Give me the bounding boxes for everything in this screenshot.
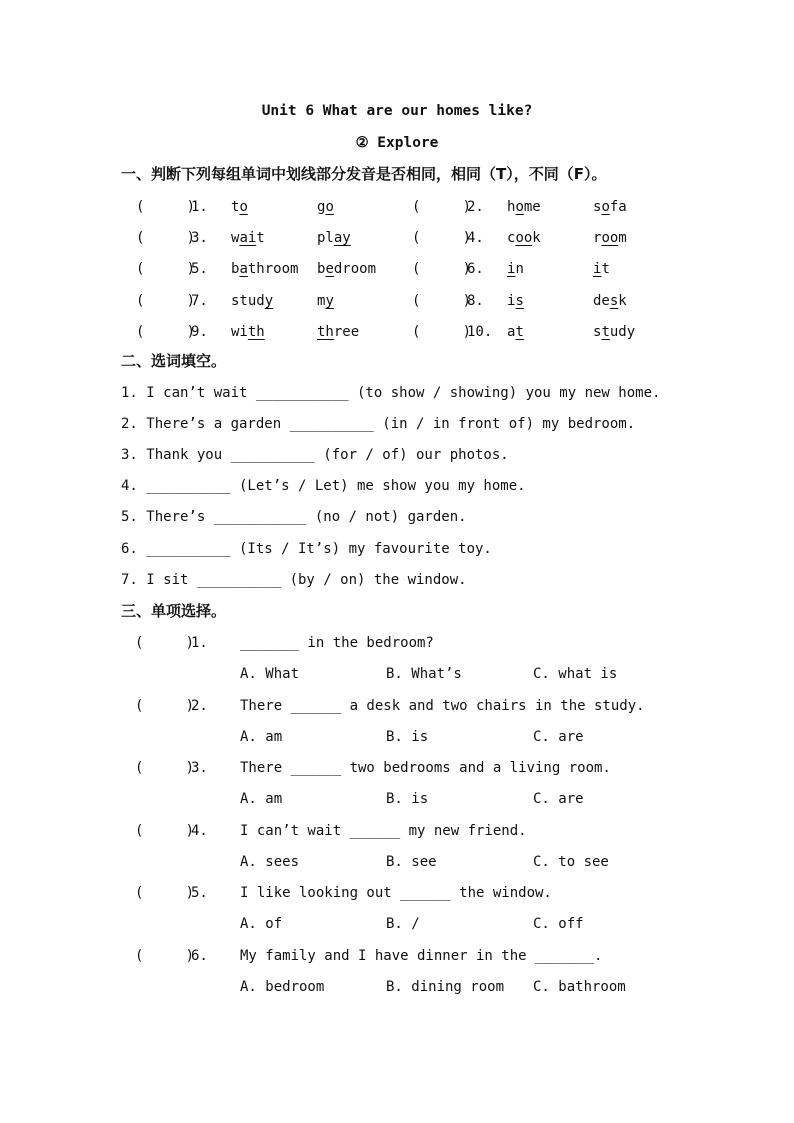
- word-part: c: [507, 230, 516, 247]
- word-part: b: [317, 261, 326, 278]
- answer-blank: ( ): [135, 760, 195, 777]
- underlined-letters: o: [239, 199, 248, 215]
- word-one: [231, 229, 265, 247]
- option-c: C. off: [533, 916, 584, 933]
- question-number: 4.: [191, 822, 208, 839]
- question-text: There ______ two bedrooms and a living room.: [240, 760, 611, 777]
- item-number: 3.: [191, 230, 208, 247]
- item-number: 1.: [191, 199, 208, 215]
- word-part: i: [507, 292, 516, 309]
- word-two: [593, 229, 627, 247]
- question-text: There ______ a desk and two chairs in the study.: [240, 697, 645, 714]
- word-part: pl: [317, 230, 334, 247]
- option-c: C. what is: [533, 666, 618, 682]
- option-a: A. sees: [240, 853, 300, 870]
- answer-blank: ( ): [412, 292, 472, 309]
- word-part: t: [601, 261, 610, 278]
- fill-in-sentence: 3. Thank you __________ (for / of) our photos.: [121, 447, 509, 464]
- word-part: stud: [231, 292, 265, 309]
- answer-blank: ( ): [136, 199, 196, 215]
- fill-in-sentence: 5. There’s ___________ (no / not) garden.: [121, 509, 467, 526]
- question-text: My family and I have dinner in the _______.: [240, 948, 603, 964]
- answer-blank: ( ): [136, 292, 196, 309]
- section2-heading: 二、选词填空。: [121, 352, 227, 370]
- option-b: B. is: [386, 728, 429, 745]
- word-one: [507, 323, 524, 341]
- question-text: _______ in the bedroom?: [240, 635, 434, 651]
- word-one: [507, 260, 524, 278]
- word-part: a: [507, 323, 516, 340]
- word-one: [231, 198, 248, 216]
- option-a: A. bedroom: [240, 979, 325, 995]
- word-part: udy: [609, 323, 636, 340]
- word-one: [507, 198, 541, 216]
- fill-in-sentence: 1. I can’t wait ___________ (to show / showing) you my new home.: [121, 385, 661, 401]
- page-subtitle: ② Explore: [355, 135, 439, 151]
- item-number: 9.: [191, 323, 208, 340]
- underlined-letters: s: [609, 292, 619, 309]
- option-b: B. dining room: [386, 979, 505, 995]
- underlined-letters: ay: [333, 230, 351, 247]
- item-number: 10.: [467, 323, 493, 340]
- question-number: 2.: [191, 697, 208, 714]
- word-part: g: [317, 199, 326, 215]
- word-part: droom: [333, 261, 377, 278]
- underlined-letters: o: [515, 199, 524, 215]
- word-two: [317, 198, 334, 216]
- underlined-letters: th: [247, 323, 265, 340]
- item-number: 5.: [191, 261, 208, 278]
- option-a: A. am: [240, 791, 283, 808]
- word-part: fa: [609, 199, 627, 215]
- word-part: s: [593, 323, 602, 340]
- answer-blank: ( ): [136, 261, 196, 278]
- answer-blank: ( ): [412, 261, 472, 278]
- answer-blank: ( ): [135, 822, 195, 839]
- word-two: [593, 198, 627, 216]
- option-b: B. /: [386, 916, 420, 933]
- underlined-letters: oo: [515, 230, 533, 247]
- item-number: 6.: [467, 261, 484, 278]
- answer-blank: ( ): [135, 697, 195, 714]
- underlined-letters: o: [325, 199, 334, 215]
- word-one: [507, 292, 524, 310]
- underlined-letters: t: [601, 323, 610, 340]
- option-a: A. What: [240, 666, 300, 682]
- fill-in-sentence: 7. I sit __________ (by / on) the window.: [121, 571, 467, 588]
- word-part: k: [532, 230, 541, 247]
- answer-blank: ( ): [136, 230, 196, 247]
- option-b: B. What’s: [386, 666, 462, 682]
- option-b: B. is: [386, 791, 429, 808]
- word-part: h: [507, 199, 516, 215]
- word-part: w: [231, 230, 240, 247]
- question-number: 5.: [191, 885, 208, 902]
- word-one: [231, 260, 298, 278]
- item-number: 8.: [467, 292, 484, 309]
- word-part: k: [618, 292, 627, 309]
- answer-blank: ( ): [135, 635, 195, 651]
- fill-in-sentence: 6. __________ (Its / It’s) my favourite toy.: [121, 540, 492, 557]
- answer-blank: ( ): [136, 323, 196, 340]
- word-part: de: [593, 292, 610, 309]
- fill-in-sentence: 2. There’s a garden __________ (in / in front of) my bedroom.: [121, 416, 636, 433]
- page-title: Unit 6 What are our homes like?: [261, 103, 533, 119]
- underlined-letters: y: [264, 292, 274, 309]
- word-part: m: [618, 230, 627, 247]
- word-part: r: [593, 230, 602, 247]
- underlined-letters: th: [317, 323, 334, 340]
- question-number: 6.: [191, 948, 208, 964]
- question-number: 3.: [191, 760, 208, 777]
- question-number: 1.: [191, 635, 208, 651]
- option-a: A. of: [240, 916, 283, 933]
- word-two: [317, 323, 359, 341]
- underlined-letters: o: [601, 199, 610, 215]
- answer-blank: ( ): [135, 948, 195, 964]
- word-part: b: [231, 261, 240, 278]
- section3-heading: 三、单项选择。: [121, 602, 227, 620]
- item-number: 4.: [467, 230, 484, 247]
- underlined-letters: y: [325, 292, 334, 309]
- word-part: t: [256, 230, 265, 247]
- word-two: [317, 260, 376, 278]
- option-c: C. to see: [533, 853, 609, 870]
- option-c: C. bathroom: [533, 979, 626, 995]
- item-number: 2.: [467, 199, 484, 215]
- underlined-letters: e: [325, 261, 334, 278]
- section1-heading: 一、判断下列每组单词中划线部分发音是否相同，相同（T），不同（F）。: [121, 165, 607, 183]
- answer-blank: ( ): [135, 885, 195, 902]
- word-part: t: [231, 199, 240, 215]
- word-one: [507, 229, 541, 247]
- underlined-letters: t: [515, 323, 524, 340]
- question-text: I like looking out ______ the window.: [240, 885, 552, 902]
- underlined-letters: i: [507, 261, 516, 278]
- word-part: me: [523, 199, 541, 215]
- answer-blank: ( ): [412, 199, 472, 215]
- underlined-letters: s: [515, 292, 524, 309]
- underlined-letters: a: [239, 261, 248, 278]
- word-part: m: [317, 292, 326, 309]
- word-two: [317, 292, 334, 310]
- item-number: 7.: [191, 292, 208, 309]
- word-two: [317, 229, 351, 247]
- word-one: [231, 292, 273, 310]
- word-two: [593, 260, 610, 278]
- underlined-letters: ai: [239, 230, 257, 247]
- word-part: wi: [231, 323, 248, 340]
- option-c: C. are: [533, 728, 584, 745]
- word-two: [593, 323, 635, 341]
- underlined-letters: i: [593, 261, 602, 278]
- word-two: [593, 292, 627, 310]
- option-b: B. see: [386, 853, 437, 870]
- word-part: s: [593, 199, 602, 215]
- underlined-letters: oo: [601, 230, 619, 247]
- word-part: throom: [247, 261, 299, 278]
- word-part: ree: [333, 323, 360, 340]
- answer-blank: ( ): [412, 230, 472, 247]
- option-a: A. am: [240, 728, 283, 745]
- word-part: n: [515, 261, 524, 278]
- fill-in-sentence: 4. __________ (Let’s / Let) me show you my home.: [121, 478, 526, 495]
- question-text: I can’t wait ______ my new friend.: [240, 822, 527, 839]
- answer-blank: ( ): [412, 323, 472, 340]
- option-c: C. are: [533, 791, 584, 808]
- word-one: [231, 323, 265, 341]
